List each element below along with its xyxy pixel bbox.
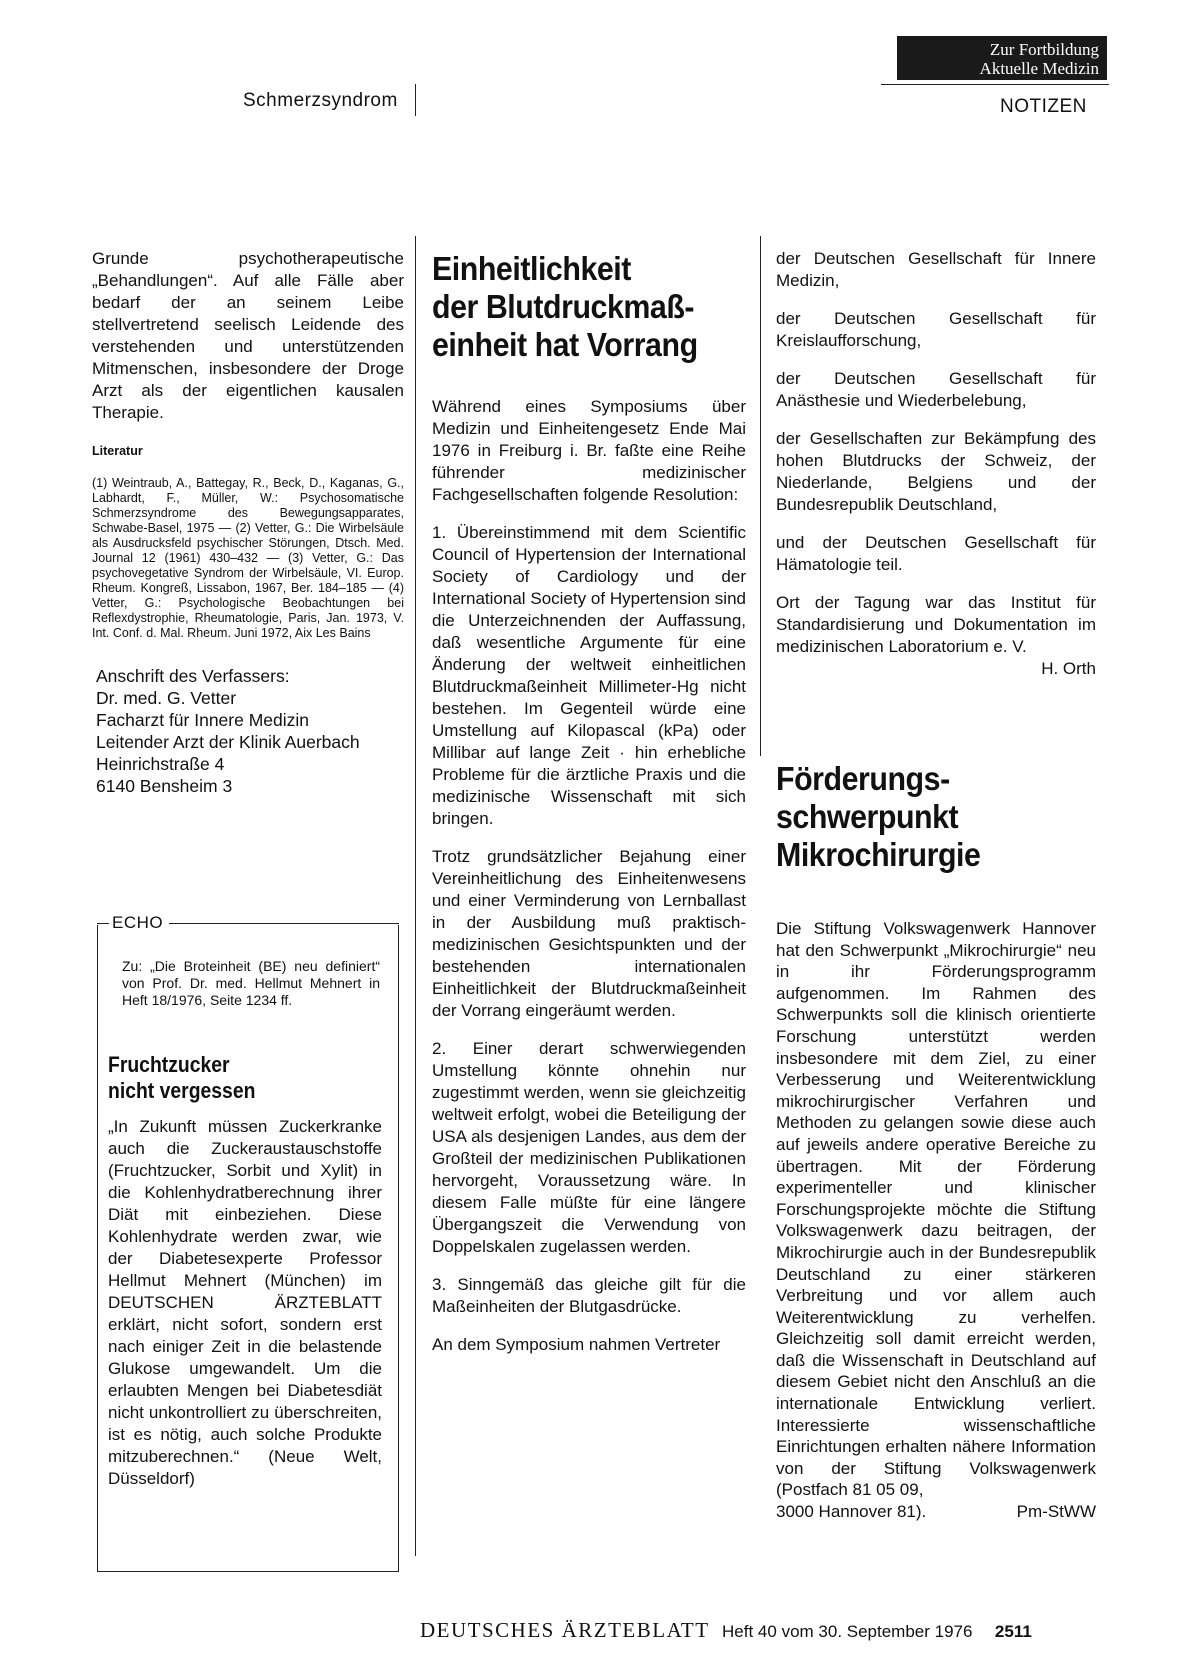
article-headline-microsurgery — [776, 760, 980, 874]
running-title-right: NOTIZEN — [1000, 96, 1087, 117]
closing-line — [776, 1501, 1096, 1523]
address-line: Anschrift des Verfassers: — [96, 666, 290, 686]
address-line: Heinrichstraße 4 — [96, 754, 225, 774]
headline-line1: Einheitlichkeit — [432, 250, 631, 287]
address-line: Leitender Arzt der Klinik Auerbach — [96, 732, 360, 752]
paragraph: der Gesellschaften zur Bekämpfung des hohen Blutdrucks der Schweiz, der Niederlande, Belgiens und der Bundesrepublik Deutschland, — [776, 429, 1096, 514]
paragraph: der Deutschen Gesellschaft für Innere Medizin, — [776, 249, 1096, 290]
paragraph: Während eines Symposiums über Medizin und Einheitengesetz Ende Mai 1976 in Freiburg i. Br. faßte eine Reihe führender medizinischer Fachgesellschaften folgende Resolution: — [432, 397, 746, 504]
paragraph: Die Stiftung Volkswagenwerk Hannover hat den Schwerpunkt „Mikrochirurgie“ neu in ihr Förderungsprogramm aufgenommen. Im Rahmen des Schwerpunkts soll die klinisch orientierte Forschung unterstützt werden insbesondere mit dem Ziel, zu einer Verbesserung und Weiterentwicklung mikrochirurgischer Verfahren und Methoden zu gelangen sowie diese auch auf jeweils andere operative Bereiche zu übertragen. Mit der Förderung experimenteller und klinischer Forschungsprojekte möchte die Stiftung Volkswagenwerk dazu beitragen, der Mikrochirurgie auch in der Bundesrepublik Deutschland zu einer stärkeren Verbreitung und vor allem auch Weiterentwicklung zu verhelfen. Gleichzeitig soll damit erreicht werden, daß die Wissenschaft in Deutschland auf diesem Gebiet nicht den Anschluß an die internationale Entwicklung verliert. Interessierte wissenschaftliche Einrichtungen erhalten nähere Information von der Stiftung Volkswagenwerk (Postfach 81 05 09, — [776, 919, 1096, 1500]
headline-line2: schwerpunkt — [776, 798, 959, 835]
paragraph: An dem Symposium nahmen Vertreter — [432, 1335, 721, 1354]
section-badge — [897, 36, 1107, 80]
echo-label: ECHO — [112, 913, 164, 932]
article-conclusion: Grunde psychotherapeutische „Behandlungen“. Auf alle Fälle aber bedarf der an seinem Leibe stellvertretend seelisch Leidende des verstehenden und unterstützenden Mitmenschen, insbesondere der Droge Arzt als der eigentlichen kausalen Therapie. — [92, 249, 404, 422]
paragraph: und der Deutschen Gesellschaft für Hämatologie teil. — [776, 533, 1096, 574]
article-headline-blood-pressure — [432, 250, 698, 364]
paragraph: 1. Übereinstimmend mit dem Scientific Council of Hypertension der International Society of Cardiology und der International Society of Hypertension sind die Unterzeichnenden der Auffassung, daß wesentliche Argumente für eine Änderung der weltweit einheitlichen Blutdruckmaßeinheit Millimeter-Hg nicht bestehen. Im Gegenteil würde eine Umstellung auf Kilopascal (kPa) oder Millibar auf lange Zeit · hin erhebliche Probleme für die ärztliche Praxis und die medizinische Wissenschaft mit sich bringen. — [432, 523, 746, 828]
author-address — [92, 665, 404, 797]
echo-box-top-left — [97, 923, 109, 924]
echo-box-top-right — [169, 923, 399, 924]
headline-line3: einheit hat Vorrang — [432, 326, 698, 363]
column-2 — [432, 396, 746, 1372]
column-divider-1 — [415, 236, 416, 1556]
page-number: 2511 — [994, 1622, 1032, 1641]
echo-headline — [108, 1052, 255, 1104]
signature: H. Orth — [1041, 659, 1096, 678]
echo-reference: Zu: „Die Broteinheit (BE) neu definiert“ von Prof. Dr. med. Hellmut Mehnert in Heft 18/1976, Seite 1234 ff. — [122, 958, 380, 1008]
section-badge-line1: Zur Fortbildung — [989, 40, 1099, 59]
header-divider — [415, 84, 416, 116]
literature-heading: Literatur — [92, 444, 143, 458]
running-title-left: Schmerzsyndrom — [243, 90, 398, 111]
paragraph: Ort der Tagung war das Institut für Standardisierung und Dokumentation im medizinischen Laboratorium e. V. — [776, 593, 1096, 656]
column-1 — [92, 248, 404, 797]
page-footer — [420, 1618, 1110, 1643]
echo-headline-line1: Fruchtzucker — [108, 1052, 230, 1077]
paragraph: 2. Einer derart schwerwiegenden Umstellung könnte ohnehin nur zugestimmt werden, wenn sie gleichzeitig weltweit erfolgt, wobei die Beteiligung der USA als desjenigen Landes, aus dem der Großteil der medizinischen Publikationen hervorgeht, Voraussetzung wäre. In diesem Falle müßte für eine längere Übergangszeit die Verwendung von Doppelskalen zugelassen werden. — [432, 1039, 746, 1256]
headline-line2: der Blutdruckmaß- — [432, 288, 695, 325]
column-divider-2 — [760, 236, 761, 756]
paragraph: 3. Sinngemäß das gleiche gilt für die Maßeinheiten der Blutgasdrücke. — [432, 1275, 746, 1316]
signature: Pm-StWW — [1016, 1502, 1096, 1522]
magazine-name: DEUTSCHES ÄRZTEBLATT — [420, 1618, 710, 1642]
column-3-bottom — [776, 918, 1096, 1523]
address-line: 6140 Bensheim 3 — [96, 776, 233, 796]
echo-body: „In Zukunft müssen Zuckerkranke auch die Zuckeraustauschstoffe (Fruchtzucker, Sorbit und Xylit) in die Kohlenhydratberechnung ihrer Diät mit einbeziehen. Diese Kohlenhydrate werden zwar, wie der Diabetesexperte Professor Hellmut Mehnert (München) im DEUTSCHEN ÄRZTEBLATT erklärt, nicht sofort, sondern erst nach einiger Zeit in die belastende Glukose umgewandelt. Um die erlaubten Mengen bei Diabetesdiät nicht unkontrolliert zu überschreiten, ist es nötig, auch solche Produkte mitzuberechnen.“ (Neue Welt, Düsseldorf) — [108, 1117, 382, 1488]
address-line: Facharzt für Innere Medizin — [96, 710, 310, 730]
section-badge-line2: Aktuelle Medizin — [979, 59, 1099, 78]
literature-list: (1) Weintraub, A., Battegay, R., Beck, D., Kaganas, G., Labhardt, F., Müller, W.: Psychosomatische Schmerzsyndrome des Bewegungsapparates, Schwabe-Basel, 1975 — (2) Vetter, G.: Die Wirbelsäule als Ausdrucksfeld psychischer Störungen, Dtsch. Med. Journal 12 (1961) 430–432 — (3) Vetter, G.: Das psychovegetative Syndrom der Wirbelsäule, VI. Europ. Rheum. Kongreß, Lissabon, 1967, Ber. 184–185 — (4) Vetter, G.: Psychologische Beobachtungen bei Reflexdystrophie, Rheumatologie, Paris, Jan. 1973, V. Int. Conf. d. Mal. Rheum. Juni 1972, Aix Les Bains — [92, 476, 404, 640]
column-3-top — [776, 248, 1096, 680]
address-line: Dr. med. G. Vetter — [96, 688, 237, 708]
headline-line1: Förderungs- — [776, 760, 950, 797]
headline-line3: Mikrochirurgie — [776, 836, 981, 873]
paragraph: Trotz grundsätzlicher Bejahung einer Vereinheitlichung des Einheitenwesens und einer Verminderung von Lernballast in der Ausbildung muß praktisch-medizinischen Gesichtspunkten und der bestehenden internationalen Einheitlichkeit der Blutdruckmaßeinheit der Vorrang eingeräumt werden. — [432, 847, 746, 1020]
paragraph: der Deutschen Gesellschaft für Kreislaufforschung, — [776, 309, 1096, 350]
issue-info: Heft 40 vom 30. September 1976 — [722, 1622, 973, 1641]
paragraph: der Deutschen Gesellschaft für Anästhesie und Wiederbelebung, — [776, 369, 1096, 410]
header-rule — [881, 84, 1109, 85]
postal-code: 3000 Hannover 81). — [776, 1502, 927, 1522]
echo-headline-line2: nicht vergessen — [108, 1078, 256, 1103]
